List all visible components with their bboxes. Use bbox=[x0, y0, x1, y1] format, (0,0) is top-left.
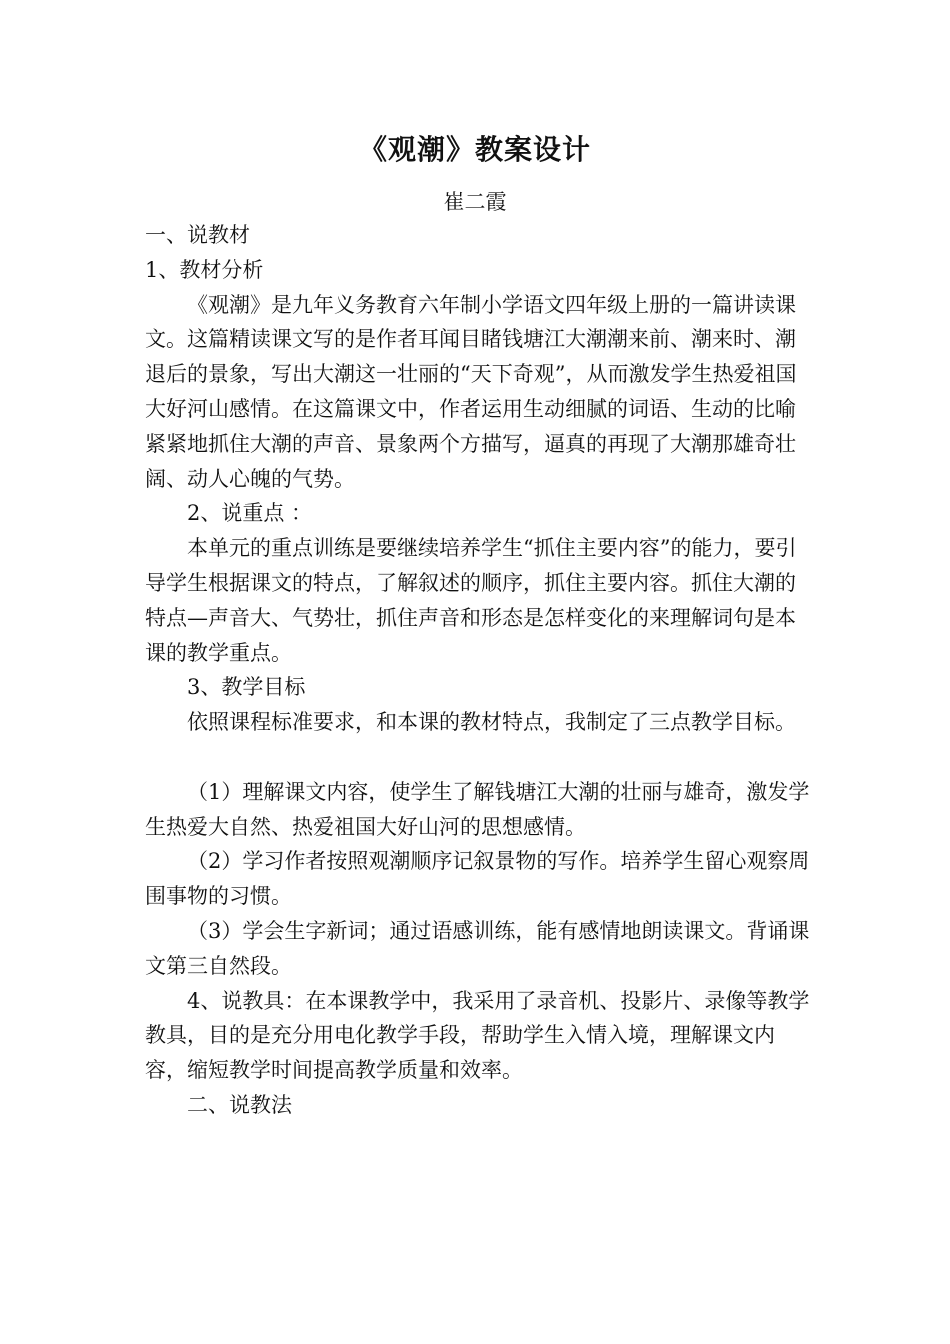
body-paragraph: 本单元的重点训练是要继续培养学生“抓住主要内容”的能力，要引导学生根据课文的特点，了解叙述的顺序，抓住主要内容。抓住大潮的特点—声音大、气势壮，抓住声音和形态是怎样变化的来理解词句是本课的教学重点。 bbox=[145, 536, 797, 665]
document-title: 《观潮》教案设计 bbox=[358, 133, 591, 166]
subsection-heading: 3、教学目标 bbox=[187, 675, 306, 700]
objective-item: （1）理解课文内容，使学生了解钱塘江大潮的壮丽与雄奇，激发学生热爱大自然、热爱祖国大好山河的思想感情。 bbox=[145, 779, 810, 839]
body-paragraph: 4、说教具：在本课教学中，我采用了录音机、投影片、录像等教学教具，目的是充分用电化教学手段，帮助学生入情入境，理解课文内容，缩短教学时间提高教学质量和效率。 bbox=[145, 988, 810, 1083]
document-body bbox=[145, 218, 811, 1123]
body-paragraph: 《观潮》是九年义务教育六年制小学语文四年级上册的一篇讲读课文。这篇精读课文写的是作者耳闻目睹钱塘江大潮潮来前、潮来时、潮退后的景象，写出大潮这一壮丽的“天下奇观”，从而激发学生热爱祖国大好河山感情。在这篇课文中，作者运用生动细腻的词语、生动的比喻紧紧地抓住大潮的声音、景象两个方描写，逼真的再现了大潮那雄奇壮阔、动人心魄的气势。 bbox=[145, 292, 797, 491]
section-heading: 一、说教材 bbox=[145, 223, 250, 247]
objective-item: （3）学会生字新词；通过语感训练，能有感情地朗读课文。背诵课文第三自然段。 bbox=[145, 918, 810, 978]
subsection-heading: 1、教材分析 bbox=[145, 257, 264, 282]
blank-line bbox=[145, 740, 811, 775]
body-paragraph: 依照课程标准要求，和本课的教材特点，我制定了三点教学目标。 bbox=[187, 710, 796, 735]
objective-item: （2）学习作者按照观潮顺序记叙景物的写作。培养学生留心观察周围事物的习惯。 bbox=[145, 849, 810, 909]
subsection-heading: 2、说重点 ： bbox=[187, 501, 313, 526]
section-heading: 二、说教法 bbox=[187, 1092, 292, 1117]
author-name: 崔二霞 bbox=[443, 190, 507, 214]
